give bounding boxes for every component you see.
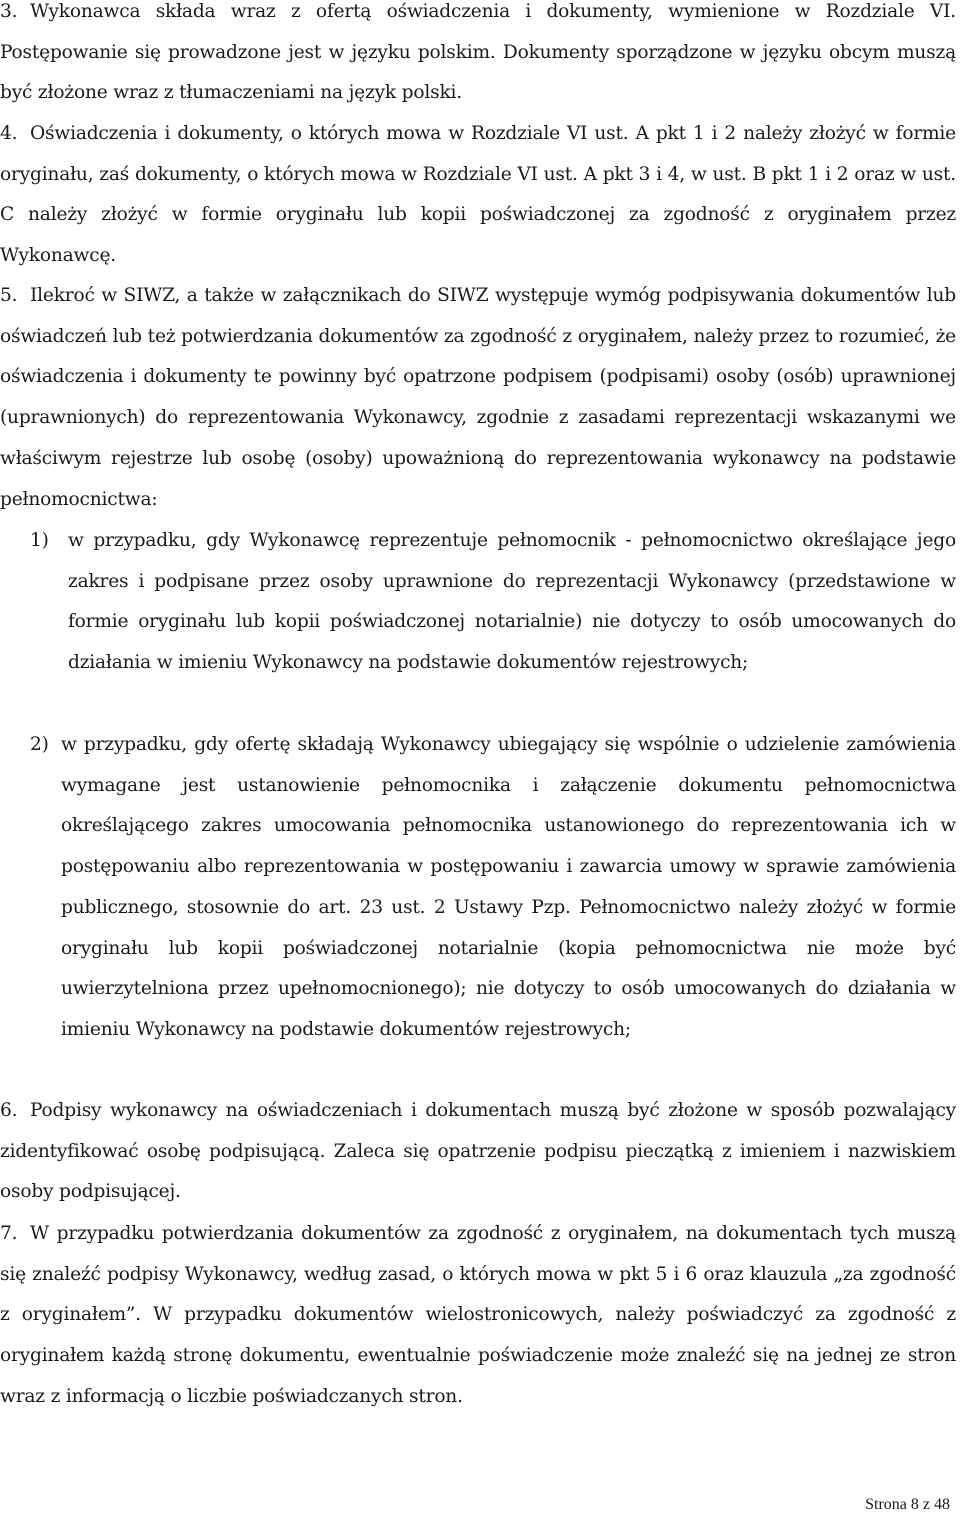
paragraph-5: [0, 276, 956, 520]
subitem-number: 2): [30, 734, 49, 755]
paragraph-number: 6.: [0, 1100, 18, 1121]
subitem-2: [30, 725, 956, 1051]
subitem-text: w przypadku, gdy ofertę składają Wykonawcy ubiegający się wspólnie o udzielenie zamówienia wymagane jest ustanowienie pełnomocnika i załączenie dokumentu pełnomocnictwa określającego zakres umocowania pełnomocnika ustanowionego do reprezentowania ich w postępowaniu albo reprezentowania w postępowaniu i zawarcia umowy w sprawie zamówienia publicznego, stosownie do art. 23 ust. 2 Ustawy Pzp. Pełnomocnictwo należy złożyć w formie oryginału lub kopii poświadczonej notarialnie (kopia pełnomocnictwa nie może być uwierzytelniona przez upełnomocnionego); nie dotyczy to osób umocowanych do działania w imieniu Wykonawcy na podstawie dokumentów rejestrowych;: [61, 734, 956, 1040]
subitem-text: w przypadku, gdy Wykonawcę reprezentuje pełnomocnik - pełnomocnictwo określające jego zakres i podpisane przez osoby uprawnione do reprezentacji Wykonawcy (przedstawione w formie oryginału lub kopii poświadczonej notarialnie) nie dotyczy to osób umocowanych do działania w imieniu Wykonawcy na podstawie dokumentów rejestrowych;: [68, 530, 956, 674]
paragraph-text: Podpisy wykonawcy na oświadczeniach i dokumentach muszą być złożone w sposób pozwalający zidentyfikować osobę podpisującą. Zaleca się opatrzenie podpisu pieczątką z imieniem i nazwiskiem osoby podpisującej.: [0, 1100, 956, 1203]
subitem-number: 1): [30, 530, 49, 551]
paragraph-number: 4.: [0, 123, 18, 144]
page-number-footer: Strona 8 z 48: [865, 1496, 950, 1513]
paragraph-text: W przypadku potwierdzania dokumentów za zgodność z oryginałem, na dokumentach tych muszą się znaleźć podpisy Wykonawcy, według zasad, o których mowa w pkt 5 i 6 oraz klauzula „za zgodność z oryginałem”. W przypadku dokumentów wielostronicowych, należy poświadczyć za zgodność z oryginałem każdą stronę dokumentu, ewentualnie poświadczenie może znaleźć się na jednej ze stron wraz z informacją o liczbie poświadczanych stron.: [0, 1223, 956, 1407]
paragraph-text: Wykonawca składa wraz z ofertą oświadczenia i dokumenty, wymienione w Rozdziale VI. Postępowanie się prowadzone jest w języku polskim. Dokumenty sporządzone w języku obcym muszą być złożone wraz z tłumaczeniami na język polski.: [0, 1, 956, 104]
paragraph-6: [0, 1091, 956, 1213]
paragraph-text: Ilekroć w SIWZ, a także w załącznikach do SIWZ występuje wymóg podpisywania dokumentów lub oświadczeń lub też potwierdzania dokumentów za zgodność z oryginałem, należy przez to rozumieć, że oświadczenia i dokumenty te powinny być opatrzone podpisem (podpisami) osoby (osób) uprawnionej (uprawnionych) do reprezentowania Wykonawcy, zgodnie z zasadami reprezentacji wskazanymi we właściwym rejestrze lub osobę (osoby) upoważnioną do reprezentowania wykonawcy na podstawie pełnomocnictwa:: [0, 285, 956, 510]
paragraph-3: [0, 0, 956, 114]
paragraph-text: Oświadczenia i dokumenty, o których mowa w Rozdziale VI ust. A pkt 1 i 2 należy złożyć w formie oryginału, zaś dokumenty, o których mowa w Rozdziale VI ust. A pkt 3 i 4, w ust. B pkt 1 i 2 oraz w ust. C należy złożyć w formie oryginału lub kopii poświadczonej za zgodność z oryginałem przez Wykonawcę.: [0, 123, 956, 267]
paragraph-number: 7.: [0, 1223, 18, 1244]
subitem-1: [30, 521, 956, 684]
paragraph-4: [0, 114, 956, 277]
paragraph-number: 3.: [0, 1, 18, 22]
paragraph-number: 5.: [0, 285, 18, 306]
paragraph-7: [0, 1214, 956, 1418]
